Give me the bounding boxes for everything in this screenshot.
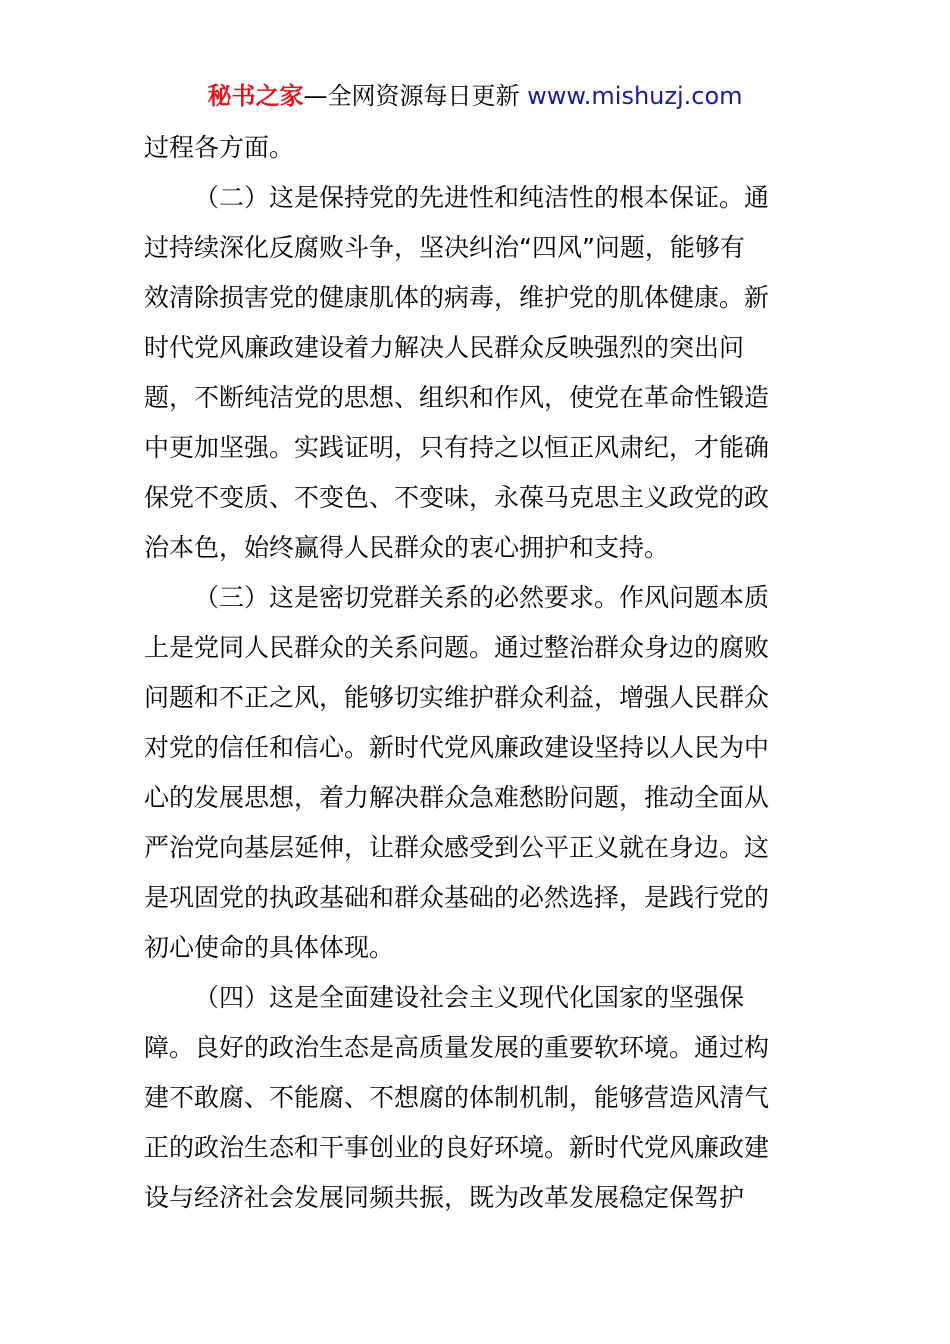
body-line: 设与经济社会发展同频共振，既为改革发展稳定保驾护 [144, 1183, 745, 1212]
body-line: 问题和不正之风，能够切实维护群众利益，增强人民群众 [144, 683, 770, 712]
body-line: 时代党风廉政建设着力解决人民群众反映强烈的突出问 [144, 333, 745, 362]
document-body [144, 123, 809, 1223]
body-line: 严治党向基层延伸，让群众感受到公平正义就在身边。这 [144, 833, 770, 862]
body-line: 对党的信任和信心。新时代党风廉政建设坚持以人民为中 [144, 733, 770, 762]
body-line: 正的政治生态和干事创业的良好环境。新时代党风廉政建 [144, 1133, 770, 1162]
body-line: 障。良好的政治生态是高质量发展的重要软环境。通过构 [144, 1033, 770, 1062]
site-url-link[interactable]: www.mishuzj.com [527, 82, 743, 110]
body-line: 上是党同人民群众的关系问题。通过整治群众身边的腐败 [144, 633, 770, 662]
body-line: 心的发展思想，着力解决群众急难愁盼问题，推动全面从 [144, 783, 770, 812]
section-heading-3: （三）这是密切党群关系的必然要求。作风问题本质 [194, 583, 770, 612]
body-line: 效清除损害党的健康肌体的病毒，维护党的肌体健康。新 [144, 283, 770, 312]
body-line: 初心使命的具体体现。 [144, 933, 395, 962]
body-line: 过持续深化反腐败斗争，坚决纠治“四风”问题，能够有 [144, 233, 745, 262]
section-heading-4: （四）这是全面建设社会主义现代化国家的坚强保 [194, 983, 745, 1012]
body-line: 中更加坚强。实践证明，只有持之以恒正风肃纪，才能确 [144, 433, 770, 462]
body-line: 治本色，始终赢得人民群众的衷心拥护和支持。 [144, 533, 670, 562]
body-line: 是巩固党的执政基础和群众基础的必然选择，是践行党的 [144, 883, 770, 912]
site-header [0, 78, 950, 114]
header-tagline: —全网资源每日更新 [303, 82, 520, 110]
body-line: 过程各方面。 [144, 133, 295, 162]
brand-name: 秘书之家 [207, 82, 304, 110]
body-line: 题，不断纯洁党的思想、组织和作风，使党在革命性锻造 [144, 383, 770, 412]
body-line: 建不敢腐、不能腐、不想腐的体制机制，能够营造风清气 [144, 1083, 770, 1112]
section-heading-2: （二）这是保持党的先进性和纯洁性的根本保证。通 [194, 183, 770, 212]
body-line: 保党不变质、不变色、不变味，永葆马克思主义政党的政 [144, 483, 770, 512]
